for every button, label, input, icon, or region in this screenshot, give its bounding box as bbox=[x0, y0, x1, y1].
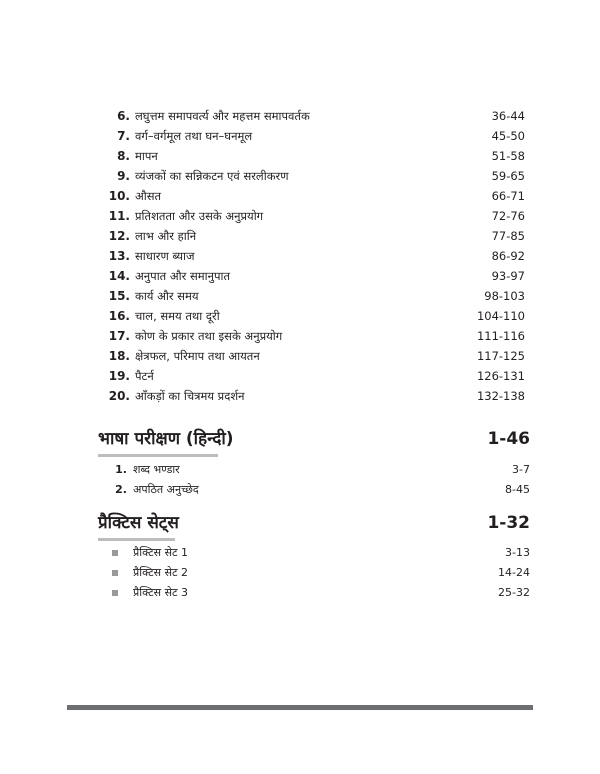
chapter-number: 9. bbox=[117, 169, 130, 183]
page-range: 25-32 bbox=[498, 586, 530, 599]
section-page-range: 1-46 bbox=[487, 429, 530, 449]
page-range: 66-71 bbox=[491, 189, 525, 203]
section-title: भाषा परीक्षण (हिन्दी) bbox=[98, 429, 234, 449]
page-range: 51-58 bbox=[491, 149, 525, 163]
chapter-title: अनुपात और समानुपात bbox=[135, 269, 231, 283]
toc-entry[interactable] bbox=[0, 366, 600, 386]
page-range: 104-110 bbox=[476, 309, 525, 323]
toc-entry[interactable] bbox=[0, 480, 600, 500]
toc-entry[interactable] bbox=[0, 206, 600, 226]
toc-entry[interactable] bbox=[0, 186, 600, 206]
toc-entry[interactable] bbox=[0, 266, 600, 286]
toc-entry[interactable] bbox=[0, 106, 600, 126]
chapter-title: मापन bbox=[135, 149, 158, 163]
chapter-number: 10. bbox=[108, 189, 130, 203]
practice-set-title: प्रैक्टिस सेट 2 bbox=[133, 566, 189, 579]
page-range: 36-44 bbox=[491, 109, 525, 123]
chapter-title: वर्ग–वर्गमूल तथा घन–घनमूल bbox=[135, 129, 253, 143]
toc-entry[interactable] bbox=[0, 306, 600, 326]
chapter-number: 17. bbox=[108, 329, 130, 343]
chapter-title: पैटर्न bbox=[135, 369, 154, 383]
page-range: 126-131 bbox=[476, 369, 525, 383]
chapter-number: 16. bbox=[108, 309, 130, 323]
page-range: 111-116 bbox=[476, 329, 525, 343]
square-bullet-icon bbox=[112, 550, 118, 556]
toc-entry[interactable] bbox=[0, 166, 600, 186]
section-heading-practice-sets[interactable] bbox=[98, 510, 530, 540]
chapter-number: 11. bbox=[108, 209, 130, 223]
footer-divider bbox=[67, 705, 533, 710]
page-range: 93-97 bbox=[491, 269, 525, 283]
chapter-title: लाभ और हानि bbox=[135, 229, 197, 243]
chapter-number: 14. bbox=[108, 269, 130, 283]
page-range: 14-24 bbox=[498, 566, 530, 579]
page-range: 59-65 bbox=[491, 169, 525, 183]
toc-entry[interactable] bbox=[0, 563, 600, 583]
chapter-title: साधारण ब्याज bbox=[135, 249, 195, 263]
page-range: 3-13 bbox=[505, 546, 530, 559]
chapter-title: शब्द भण्डार bbox=[133, 463, 180, 476]
square-bullet-icon bbox=[112, 570, 118, 576]
toc-entry[interactable] bbox=[0, 246, 600, 266]
chapter-title: कार्य और समय bbox=[135, 289, 199, 303]
chapter-title: व्यंजकों का सन्निकटन एवं सरलीकरण bbox=[135, 169, 289, 183]
practice-set-title: प्रैक्टिस सेट 3 bbox=[133, 586, 189, 599]
section-heading-language[interactable] bbox=[98, 426, 530, 456]
chapter-title: क्षेत्रफल, परिमाप तथा आयतन bbox=[135, 349, 260, 363]
section-underline bbox=[98, 454, 218, 457]
section-title: प्रैक्टिस सेट्स bbox=[98, 513, 179, 533]
chapter-title: कोण के प्रकार तथा इसके अनुप्रयोग bbox=[135, 329, 283, 343]
page-range: 86-92 bbox=[491, 249, 525, 263]
chapter-number: 12. bbox=[108, 229, 130, 243]
chapter-title: औसत bbox=[135, 189, 162, 203]
page-range: 77-85 bbox=[491, 229, 525, 243]
chapter-number: 13. bbox=[108, 249, 130, 263]
toc-entry[interactable] bbox=[0, 326, 600, 346]
section-underline bbox=[98, 538, 175, 541]
page-range: 3-7 bbox=[512, 463, 530, 476]
toc-entry[interactable] bbox=[0, 226, 600, 246]
chapter-title: चाल, समय तथा दूरी bbox=[135, 309, 220, 323]
chapter-number: 15. bbox=[108, 289, 130, 303]
toc-entry[interactable] bbox=[0, 543, 600, 563]
chapter-title: आँकड़ों का चित्रमय प्रदर्शन bbox=[135, 389, 245, 403]
toc-entry[interactable] bbox=[0, 583, 600, 603]
toc-entry[interactable] bbox=[0, 386, 600, 406]
page-range: 45-50 bbox=[491, 129, 525, 143]
page-range: 117-125 bbox=[476, 349, 525, 363]
page-range: 8-45 bbox=[505, 483, 530, 496]
chapter-number: 19. bbox=[108, 369, 130, 383]
toc-entry[interactable] bbox=[0, 346, 600, 366]
toc-entry[interactable] bbox=[0, 146, 600, 166]
section-page-range: 1-32 bbox=[487, 513, 530, 533]
chapter-title: अपठित अनुच्छेद bbox=[133, 483, 199, 496]
chapter-number: 20. bbox=[108, 389, 130, 403]
chapter-title: प्रतिशतता और उसके अनुप्रयोग bbox=[135, 209, 264, 223]
chapter-number: 6. bbox=[117, 109, 130, 123]
chapter-number: 7. bbox=[117, 129, 130, 143]
chapter-title: लघुत्तम समापवर्त्य और महत्तम समापवर्तक bbox=[135, 109, 310, 123]
practice-set-title: प्रैक्टिस सेट 1 bbox=[133, 546, 189, 559]
chapter-number: 18. bbox=[108, 349, 130, 363]
page-range: 132-138 bbox=[476, 389, 525, 403]
square-bullet-icon bbox=[112, 590, 118, 596]
page-range: 98-103 bbox=[484, 289, 525, 303]
chapter-number: 1. bbox=[115, 463, 127, 476]
toc-entry[interactable] bbox=[0, 460, 600, 480]
page-range: 72-76 bbox=[491, 209, 525, 223]
toc-entry[interactable] bbox=[0, 286, 600, 306]
chapter-number: 8. bbox=[117, 149, 130, 163]
toc-entry[interactable] bbox=[0, 126, 600, 146]
chapter-number: 2. bbox=[115, 483, 127, 496]
